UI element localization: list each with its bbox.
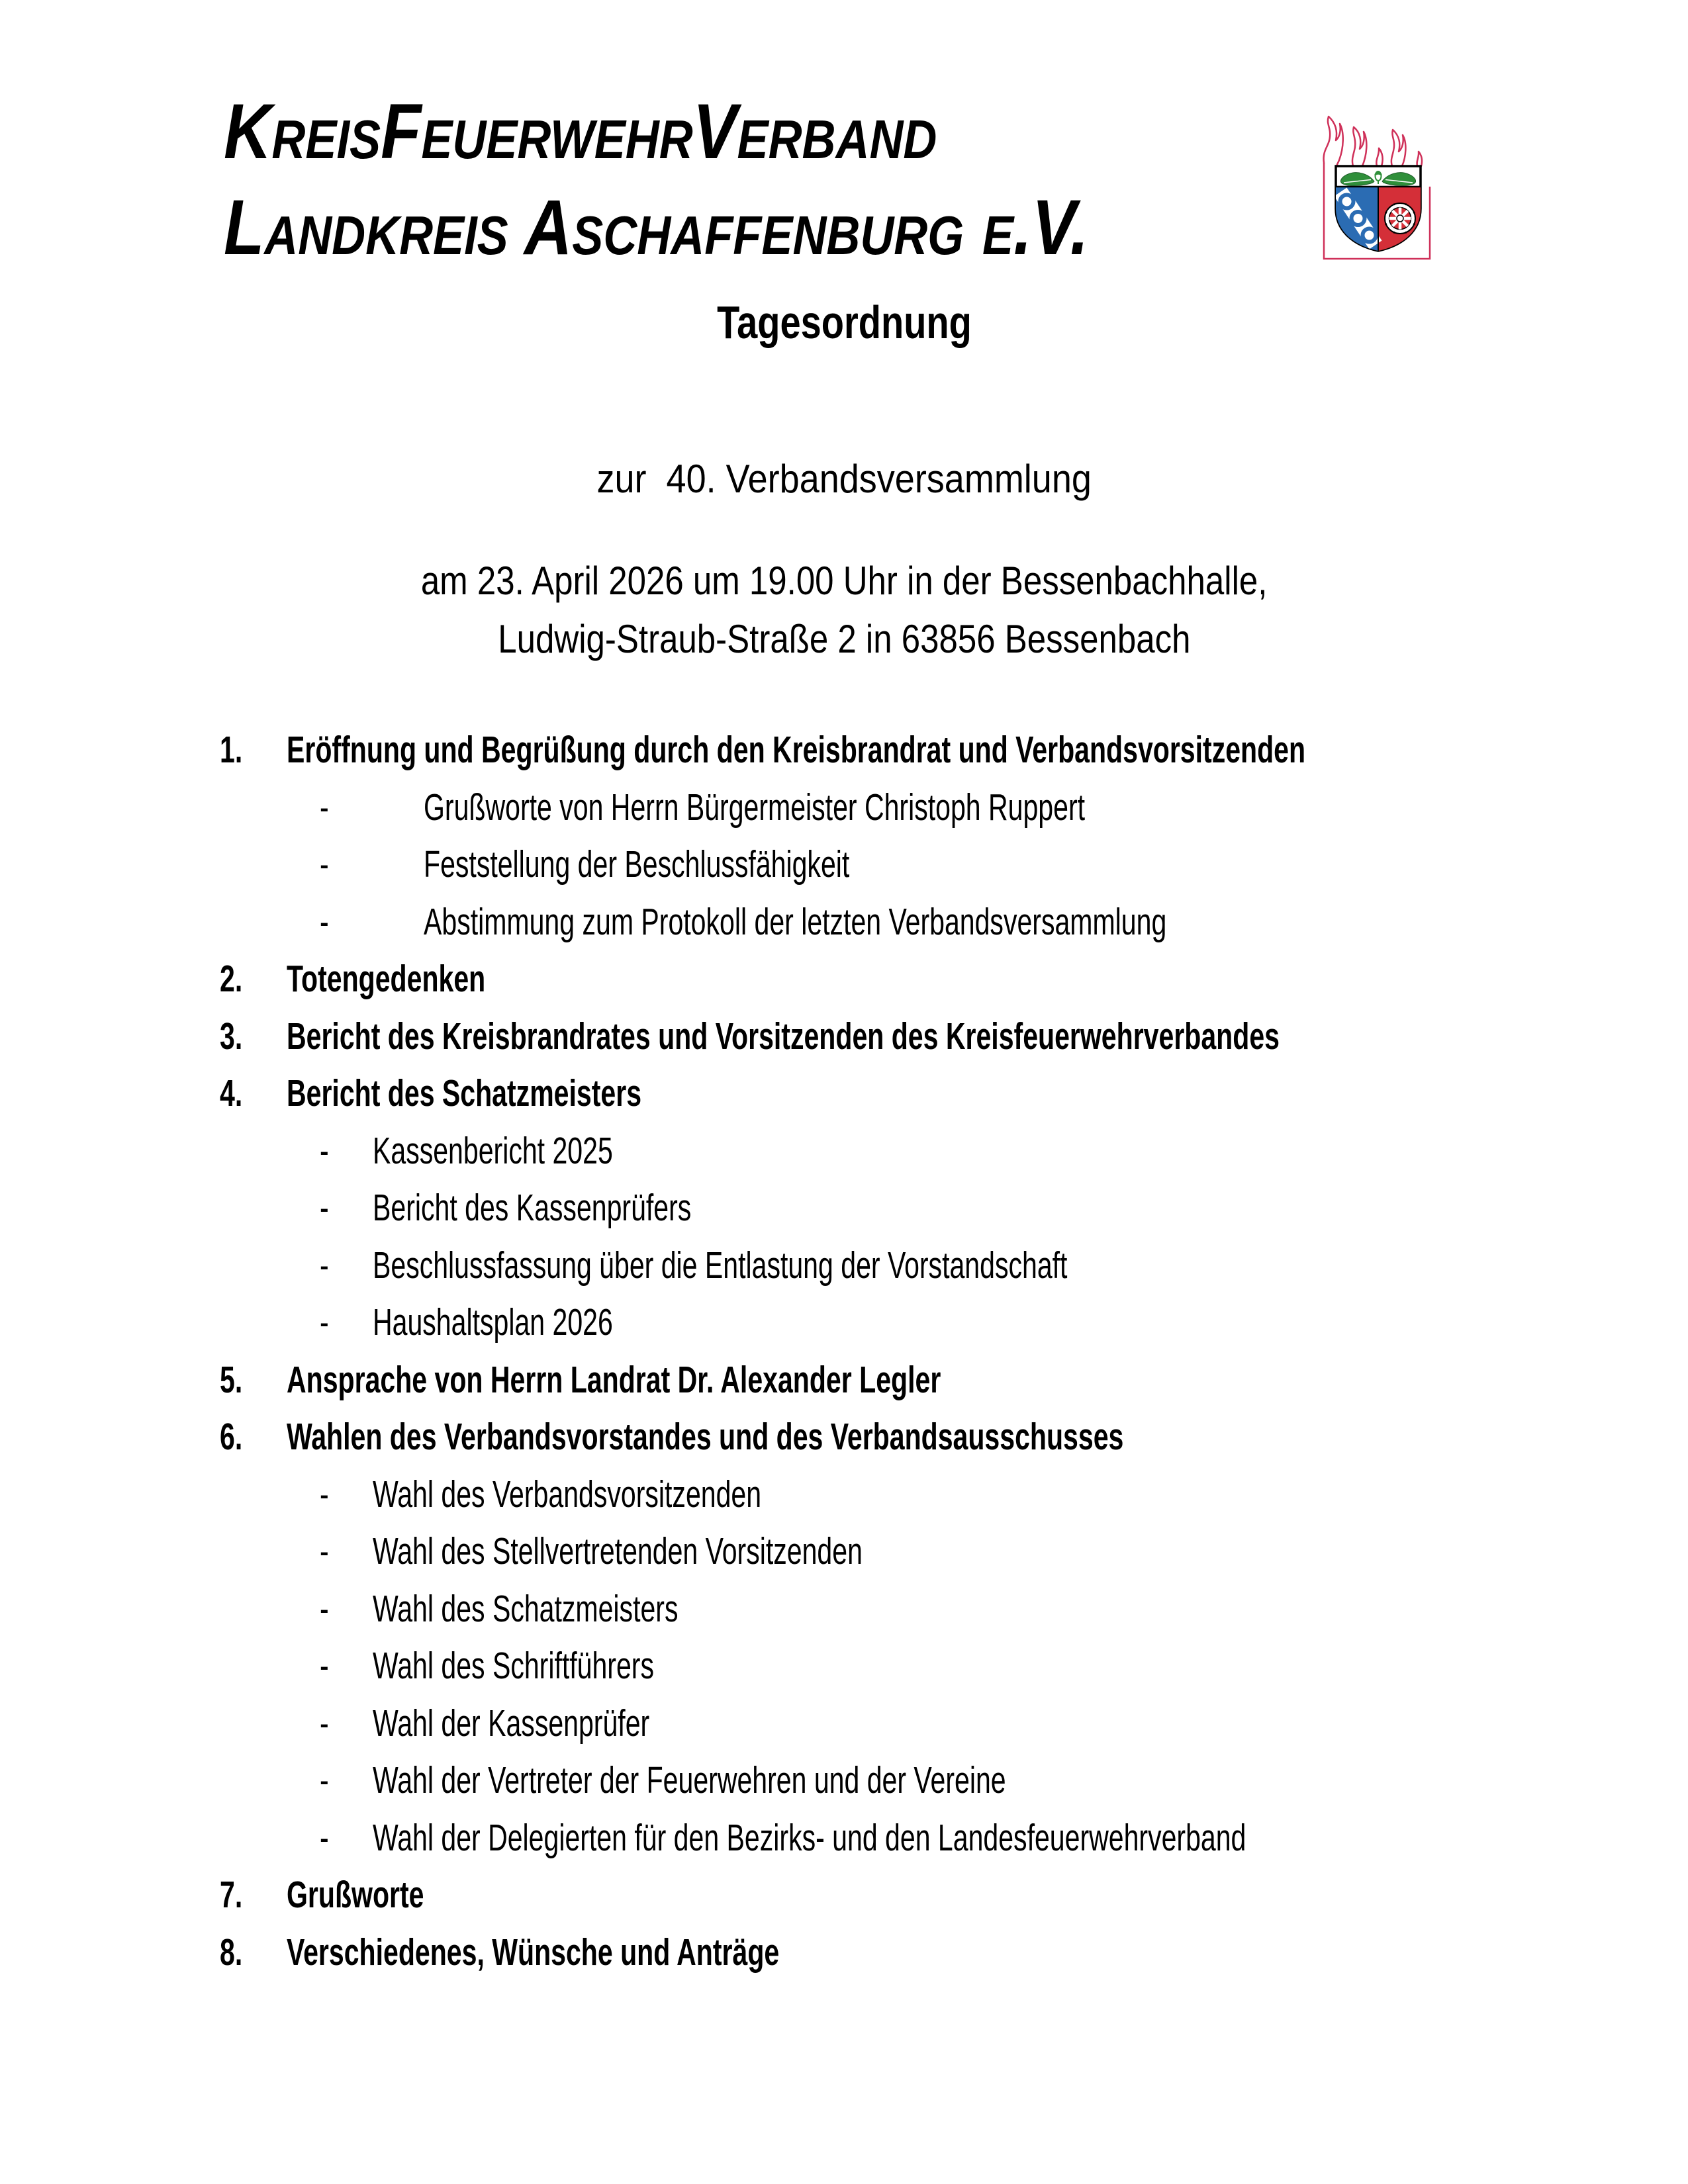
agenda-subitem-row	[0, 1695, 1688, 1752]
agenda-item-label	[287, 1008, 1665, 1066]
agenda-subitem-bullet-text: -	[320, 1244, 329, 1287]
agenda-subitem-label-text: Abstimmung zum Protokoll der letzten Verbandsversammlung	[424, 900, 1167, 943]
agenda-subitem-bullet	[320, 1809, 373, 1867]
agenda-item-row	[0, 1866, 1688, 1924]
agenda-subitem-bullet	[320, 1637, 373, 1695]
agenda-subitem-bullet	[320, 1179, 373, 1237]
agenda-item-label-text: Grußworte	[287, 1874, 424, 1916]
agenda-item-label-text: Ansprache von Herrn Landrat Dr. Alexander Legler	[287, 1358, 941, 1401]
agenda-subitem-bullet-text: -	[320, 1187, 329, 1229]
agenda-subitem-bullet	[320, 1695, 373, 1752]
agenda-subitem-label	[373, 1122, 706, 1180]
agenda-subitem-bullet-text: -	[320, 1702, 329, 1745]
agenda-subitem-row	[0, 836, 1688, 893]
agenda-item-label-text: Bericht des Kreisbrandrates und Vorsitzenden des Kreisfeuerwehrverbandes	[287, 1015, 1280, 1058]
agenda-subitem-bullet-text: -	[320, 1816, 329, 1859]
agenda-item-label-text: Wahlen des Verbandsvorstandes und des Verbandsausschusses	[287, 1416, 1124, 1458]
agenda-subitem-bullet-text: -	[320, 1759, 329, 1801]
agenda-subitem-row	[0, 1466, 1688, 1524]
agenda-subitem-label	[424, 779, 1342, 837]
agenda-subitem-label	[373, 1695, 757, 1752]
agenda-subitem-label	[373, 1466, 912, 1524]
org-name-line2-text: Landkreis Aschaffenburg e.V.	[224, 184, 1089, 271]
agenda-item-row	[0, 950, 1688, 1008]
agenda-subitem-row	[0, 1237, 1688, 1295]
agenda-item-number-text: 3.	[220, 1015, 243, 1058]
agenda-subitem-bullet-text: -	[320, 900, 329, 943]
agenda-item-label	[287, 950, 563, 1008]
agenda-subitem-label	[373, 1752, 1252, 1809]
agenda-subitem-row	[0, 1122, 1688, 1180]
agenda-subitem-bullet	[320, 1580, 373, 1638]
agenda-subitem-row	[0, 1637, 1688, 1695]
agenda-subitem-label-text: Kassenbericht 2025	[373, 1129, 613, 1172]
coat-of-arms-icon	[1321, 98, 1432, 261]
agenda-subitem-row	[0, 1809, 1688, 1867]
agenda-item-label	[287, 1866, 477, 1924]
agenda-subitem-label	[373, 1294, 706, 1351]
agenda-item-label	[287, 1351, 1196, 1409]
agenda-subitem-label-text: Haushaltsplan 2026	[373, 1301, 613, 1343]
agenda-subitem-row	[0, 779, 1688, 837]
agenda-item-number	[220, 1065, 287, 1122]
agenda-subitem-bullet	[320, 893, 424, 951]
agenda-item-number-text: 8.	[220, 1931, 243, 1974]
agenda-subitem-row	[0, 1752, 1688, 1809]
agenda-subitem-label-text: Beschlussfassung über die Entlastung der Vorstandschaft	[373, 1244, 1068, 1287]
agenda-item-label-text: Eröffnung und Begrüßung durch den Kreisbrandrat und Verbandsvorsitzenden	[287, 729, 1306, 771]
agenda-subitem-label-text: Wahl der Delegierten für den Bezirks- und den Landesfeuerwehrverband	[373, 1816, 1246, 1859]
document-subtitle	[0, 459, 1688, 499]
agenda-item-label	[287, 721, 1688, 779]
agenda-subitem-label-text: Wahl der Vertreter der Feuerwehren und der Vereine	[373, 1759, 1006, 1801]
agenda-list	[0, 721, 1688, 1981]
agenda-item-row	[0, 1008, 1688, 1066]
agenda-subitem-bullet	[320, 1294, 373, 1351]
agenda-subitem-row	[0, 1580, 1688, 1638]
document-title	[0, 296, 1688, 348]
agenda-subitem-label	[373, 1637, 763, 1695]
agenda-item-number-text: 4.	[220, 1072, 243, 1115]
agenda-item-row	[0, 1924, 1688, 1981]
venue-line1-text: am 23. April 2026 um 19.00 Uhr in der Bessenbachhalle,	[420, 559, 1268, 603]
agenda-subitem-label	[424, 836, 1015, 893]
agenda-subitem-row	[0, 893, 1688, 951]
agenda-item-row	[0, 1065, 1688, 1122]
agenda-subitem-label-text: Bericht des Kassenprüfers	[373, 1187, 692, 1229]
agenda-subitem-bullet	[320, 836, 424, 893]
agenda-subitem-bullet-text: -	[320, 1530, 329, 1572]
agenda-item-number	[220, 950, 287, 1008]
agenda-subitem-bullet	[320, 1122, 373, 1180]
agenda-item-number-text: 7.	[220, 1874, 243, 1916]
agenda-subitem-bullet	[320, 1237, 373, 1295]
agenda-subitem-label-text: Wahl des Schriftführers	[373, 1645, 654, 1687]
agenda-subitem-bullet-text: -	[320, 786, 329, 829]
agenda-item-number-text: 6.	[220, 1416, 243, 1458]
agenda-subitem-label-text: Wahl des Schatzmeisters	[373, 1587, 679, 1630]
agenda-subitem-label-text: Grußworte von Herrn Bürgermeister Christoph Ruppert	[424, 786, 1086, 829]
agenda-subitem-bullet	[320, 1752, 373, 1809]
venue-line2	[0, 619, 1688, 659]
agenda-subitem-bullet-text: -	[320, 1473, 329, 1516]
agenda-item-number	[220, 1008, 287, 1066]
org-name-line2	[224, 184, 1241, 271]
agenda-subitem-bullet-text: -	[320, 1645, 329, 1687]
agenda-item-row	[0, 1408, 1688, 1466]
agenda-subitem-bullet	[320, 1466, 373, 1524]
agenda-subitem-label	[373, 1809, 1585, 1867]
agenda-item-number	[220, 1408, 287, 1466]
agenda-item-label-text: Totengedenken	[287, 958, 486, 1000]
agenda-subitem-label	[373, 1179, 816, 1237]
agenda-subitem-label-text: Wahl der Kassenprüfer	[373, 1702, 650, 1745]
agenda-item-number-text: 1.	[220, 729, 243, 771]
document-title-text: Tagesordnung	[716, 296, 972, 348]
venue-line2-text: Ludwig-Straub-Straße 2 in 63856 Bessenbach	[497, 617, 1191, 661]
org-name-line1	[224, 88, 1062, 175]
agenda-item-label-text: Verschiedenes, Wünsche und Anträge	[287, 1931, 780, 1974]
agenda-subitem-row	[0, 1523, 1688, 1580]
agenda-subitem-bullet-text: -	[320, 1587, 329, 1630]
agenda-item-label	[287, 1065, 779, 1122]
agenda-subitem-row	[0, 1179, 1688, 1237]
org-name-line1-text: KreisFeuerwehrVerband	[224, 88, 937, 175]
fire-brigade-coat-of-arms-logo	[1321, 98, 1432, 261]
agenda-subitem-label	[373, 1580, 797, 1638]
agenda-subitem-bullet	[320, 1523, 373, 1580]
agenda-subitem-label	[373, 1237, 1338, 1295]
agenda-subitem-label-text: Wahl des Stellvertretenden Vorsitzenden	[373, 1530, 863, 1572]
agenda-subitem-bullet-text: -	[320, 1129, 329, 1172]
agenda-subitem-row	[0, 1294, 1688, 1351]
agenda-item-number-text: 5.	[220, 1358, 243, 1401]
agenda-item-number	[220, 1924, 287, 1981]
document-subtitle-text: zur 40. Verbandsversammlung	[596, 457, 1092, 501]
venue-line1	[0, 561, 1688, 601]
agenda-subitem-label-text: Feststellung der Beschlussfähigkeit	[424, 843, 850, 886]
agenda-item-number-text: 2.	[220, 958, 243, 1000]
agenda-subitem-bullet-text: -	[320, 1301, 329, 1343]
agenda-item-label	[287, 1408, 1449, 1466]
agenda-item-label-text: Bericht des Schatzmeisters	[287, 1072, 642, 1115]
agenda-item-number	[220, 1866, 287, 1924]
agenda-subitem-label	[424, 893, 1456, 951]
agenda-item-row	[0, 1351, 1688, 1409]
agenda-item-row	[0, 721, 1688, 779]
agenda-subitem-label	[373, 1523, 1053, 1580]
agenda-subitem-label-text: Wahl des Verbandsvorsitzenden	[373, 1473, 762, 1516]
agenda-subitem-bullet	[320, 779, 424, 837]
agenda-subitem-bullet-text: -	[320, 843, 329, 886]
agenda-item-number	[220, 721, 287, 779]
agenda-item-number	[220, 1351, 287, 1409]
agenda-item-label	[287, 1924, 971, 1981]
